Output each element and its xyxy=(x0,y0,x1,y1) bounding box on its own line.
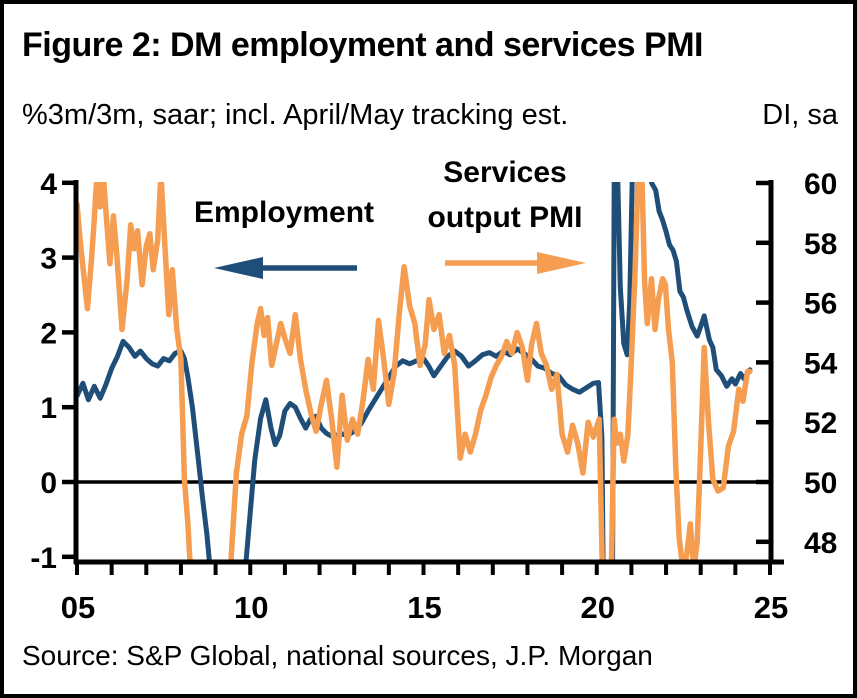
left-axis-units-label: %3m/3m, saar; incl. April/May tracking est. xyxy=(22,99,569,131)
services-label-line1: Services xyxy=(443,156,567,189)
right-axis-tick-label: 52 xyxy=(804,407,838,441)
right-axis-units-label: DI, sa xyxy=(762,99,838,131)
right-axis-tick-label: 58 xyxy=(804,227,838,261)
right-axis-tick-label: 60 xyxy=(804,168,838,201)
left-axis-tick-label: 1 xyxy=(40,392,57,426)
right-axis-tick-label: 54 xyxy=(804,347,838,381)
left-axis-tick-label: -1 xyxy=(30,541,57,575)
annotation-arrows xyxy=(214,252,586,279)
employment-series-label: Employment xyxy=(193,196,375,229)
employment-arrow xyxy=(214,257,357,279)
left-axis-tick-label: 4 xyxy=(40,167,57,201)
services-label-line2: output PMI xyxy=(427,201,583,234)
x-axis xyxy=(61,562,788,625)
source-note: Source: S&P Global, national sources, J.P. Morgan xyxy=(22,640,653,671)
right-axis-tick-label: 50 xyxy=(804,467,838,500)
x-axis-tick-label: 25 xyxy=(753,590,789,625)
services-arrow xyxy=(445,252,586,274)
x-axis-tick-label: 15 xyxy=(407,590,442,625)
left-axis-tick-label: 3 xyxy=(40,242,57,276)
left-axis-tick-label: 0 xyxy=(40,467,57,500)
x-axis-tick-label: 20 xyxy=(580,590,615,625)
left-axis-tick-label: 2 xyxy=(40,317,57,351)
right-axis-tick-label: 48 xyxy=(804,526,838,560)
left-axis xyxy=(30,168,77,575)
right-axis xyxy=(756,168,838,564)
services-series-label xyxy=(400,150,610,240)
x-axis-tick-label: 10 xyxy=(234,590,269,625)
x-axis-tick-label: 05 xyxy=(60,590,96,625)
right-axis-tick-label: 56 xyxy=(804,287,838,321)
figure-title: Figure 2: DM employment and services PMI xyxy=(22,26,703,64)
